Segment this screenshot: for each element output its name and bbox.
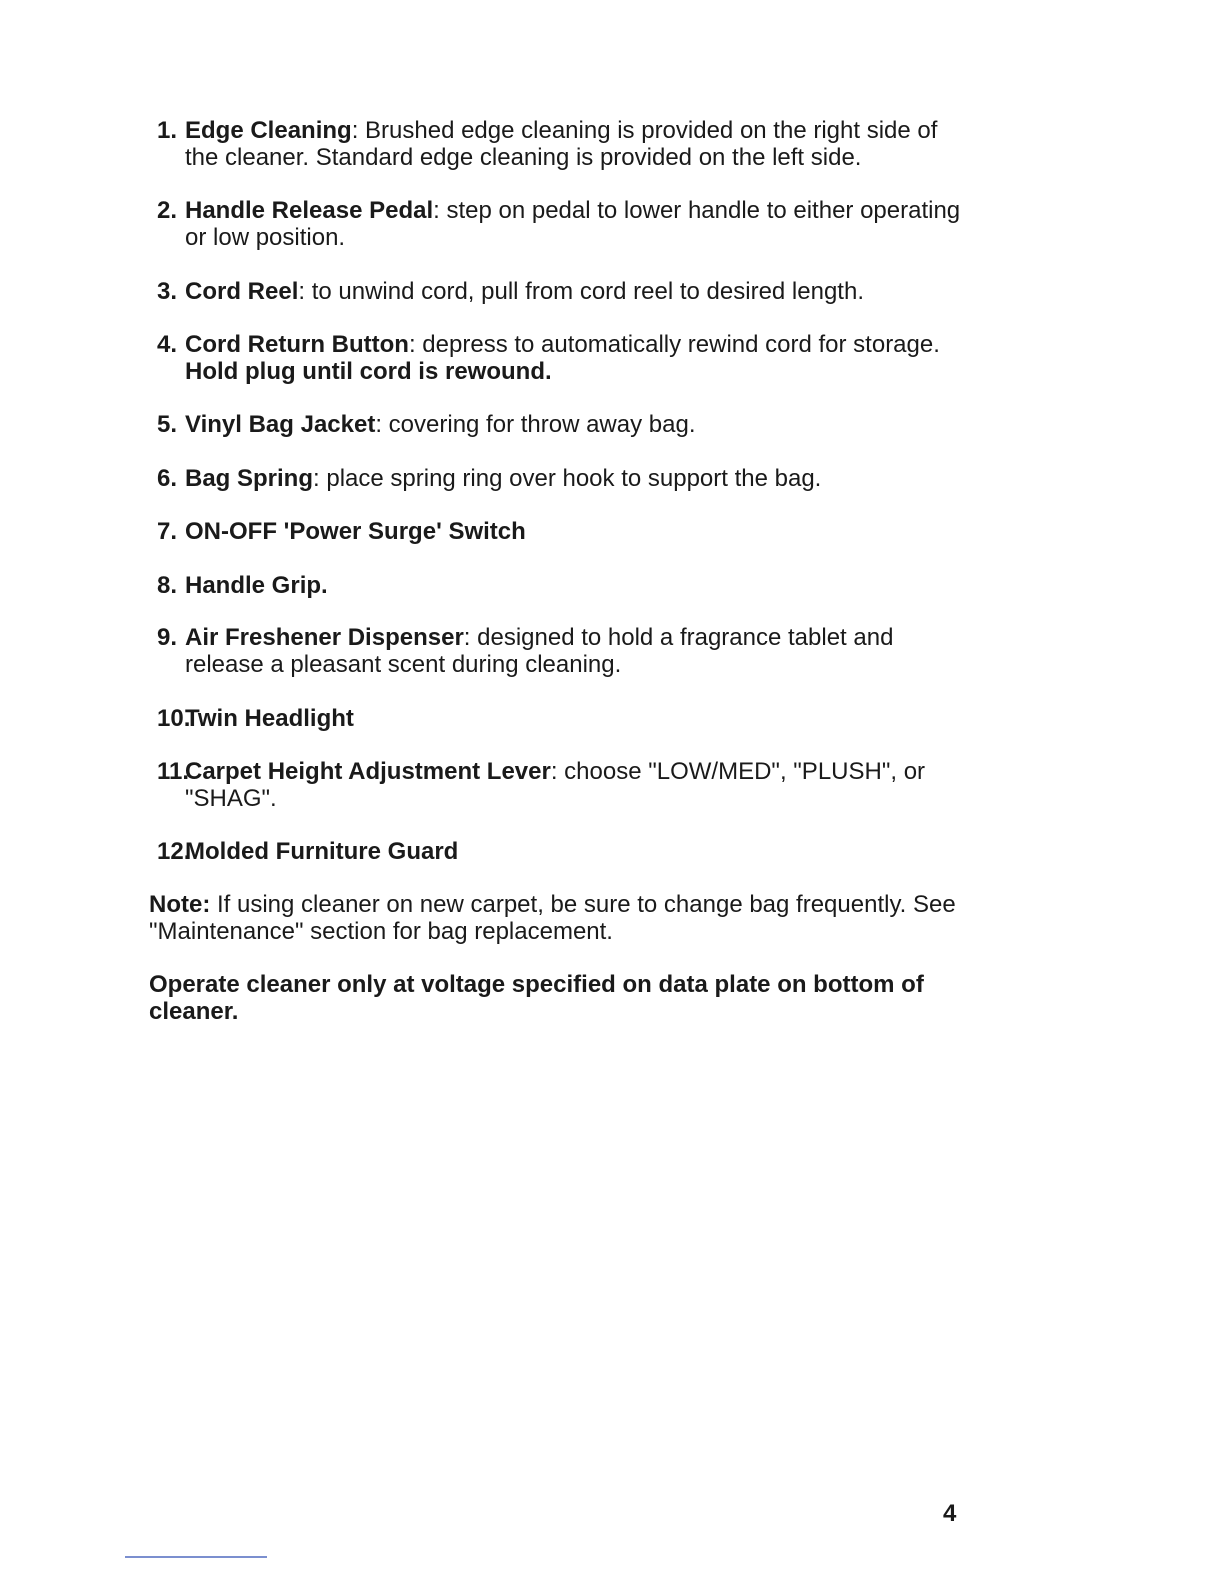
list-item: 9. Air Freshener Dispenser: designed to hold a fragrance tablet and release a pleasant scent during cleaning. — [157, 624, 894, 678]
item-label: Twin Headlight — [185, 705, 354, 732]
item-label: Molded Furniture Guard — [185, 838, 459, 865]
list-item — [157, 705, 977, 732]
item-label: Carpet Height Adjustment Lever — [185, 758, 551, 785]
item-label: Handle Grip. — [185, 572, 328, 599]
item-label: Cord Return Button — [185, 331, 409, 358]
item-number: 2. — [157, 197, 178, 224]
item-label: Bag Spring — [185, 465, 314, 492]
item-text: place spring ring over hook to support the bag. — [319, 465, 822, 492]
item-label: Edge Cleaning — [185, 117, 352, 144]
list-item: 6. Bag Spring: place spring ring over hook to support the bag. — [157, 465, 822, 492]
item-text: depress to automatically rewind cord for storage. — [415, 331, 940, 358]
list-item: 1. Edge Cleaning: Brushed edge cleaning is provided on the right side of the cleaner. Standard edge cleaning is provided on the left side. — [157, 117, 938, 171]
voltage-warning: Operate cleaner only at voltage specified on data plate on bottom of cleaner. — [149, 971, 924, 1025]
list-item: 5. Vinyl Bag Jacket: covering for throw away bag. — [157, 411, 696, 438]
item-label: Vinyl Bag Jacket — [185, 411, 376, 438]
item-number: 5. — [157, 411, 178, 438]
list-item — [157, 572, 977, 599]
item-number: 6. — [157, 465, 178, 492]
item-number: 9. — [157, 624, 178, 651]
item-emphasis: Hold plug until cord is rewound. — [185, 358, 552, 385]
item-number: 1. — [157, 117, 178, 144]
item-text: to unwind cord, pull from cord reel to desired length. — [305, 278, 864, 305]
item-number: 8. — [157, 572, 178, 599]
footer-rule — [125, 1556, 267, 1558]
list-item: 11. Carpet Height Adjustment Lever: choose "LOW/MED", "PLUSH", or "SHAG". — [157, 758, 926, 812]
item-number: 3. — [157, 278, 178, 305]
item-label: Cord Reel — [185, 278, 299, 305]
list-item: 3. Cord Reel: to unwind cord, pull from cord reel to desired length. — [157, 278, 864, 305]
item-label: ON-OFF 'Power Surge' Switch — [185, 518, 526, 545]
note-text: If using cleaner on new carpet, be sure to change bag frequently. See "Maintenance" section for bag replacement. — [149, 891, 956, 945]
item-text: Brushed edge cleaning is provided on the right side of the cleaner. Standard edge cleaning is provided on the left side. — [185, 117, 938, 171]
item-number: 4. — [157, 331, 178, 358]
list-item: 4. Cord Return Button: depress to automatically rewind cord for storage. Hold plug until cord is rewound. — [157, 331, 940, 385]
item-number: 12. — [157, 838, 191, 865]
item-number: 11. — [157, 758, 190, 785]
item-number: 7. — [157, 518, 178, 545]
note-label: Note: — [149, 891, 211, 918]
item-label: Handle Release Pedal — [185, 197, 434, 224]
item-number: 10. — [157, 705, 191, 732]
item-label: Air Freshener Dispenser — [185, 624, 464, 651]
list-item: 2. Handle Release Pedal: step on pedal to lower handle to either operating or low position. — [157, 197, 961, 251]
list-item — [157, 518, 977, 545]
item-text: designed to hold a fragrance tablet and release a pleasant scent during cleaning. — [185, 624, 894, 678]
note-paragraph — [149, 891, 979, 945]
item-text: covering for throw away bag. — [382, 411, 696, 438]
item-text: choose "LOW/MED", "PLUSH", or "SHAG". — [185, 758, 926, 812]
list-item — [157, 838, 977, 865]
item-text: step on pedal to lower handle to either operating or low position. — [185, 197, 961, 251]
page-number: 4 — [943, 1500, 957, 1527]
